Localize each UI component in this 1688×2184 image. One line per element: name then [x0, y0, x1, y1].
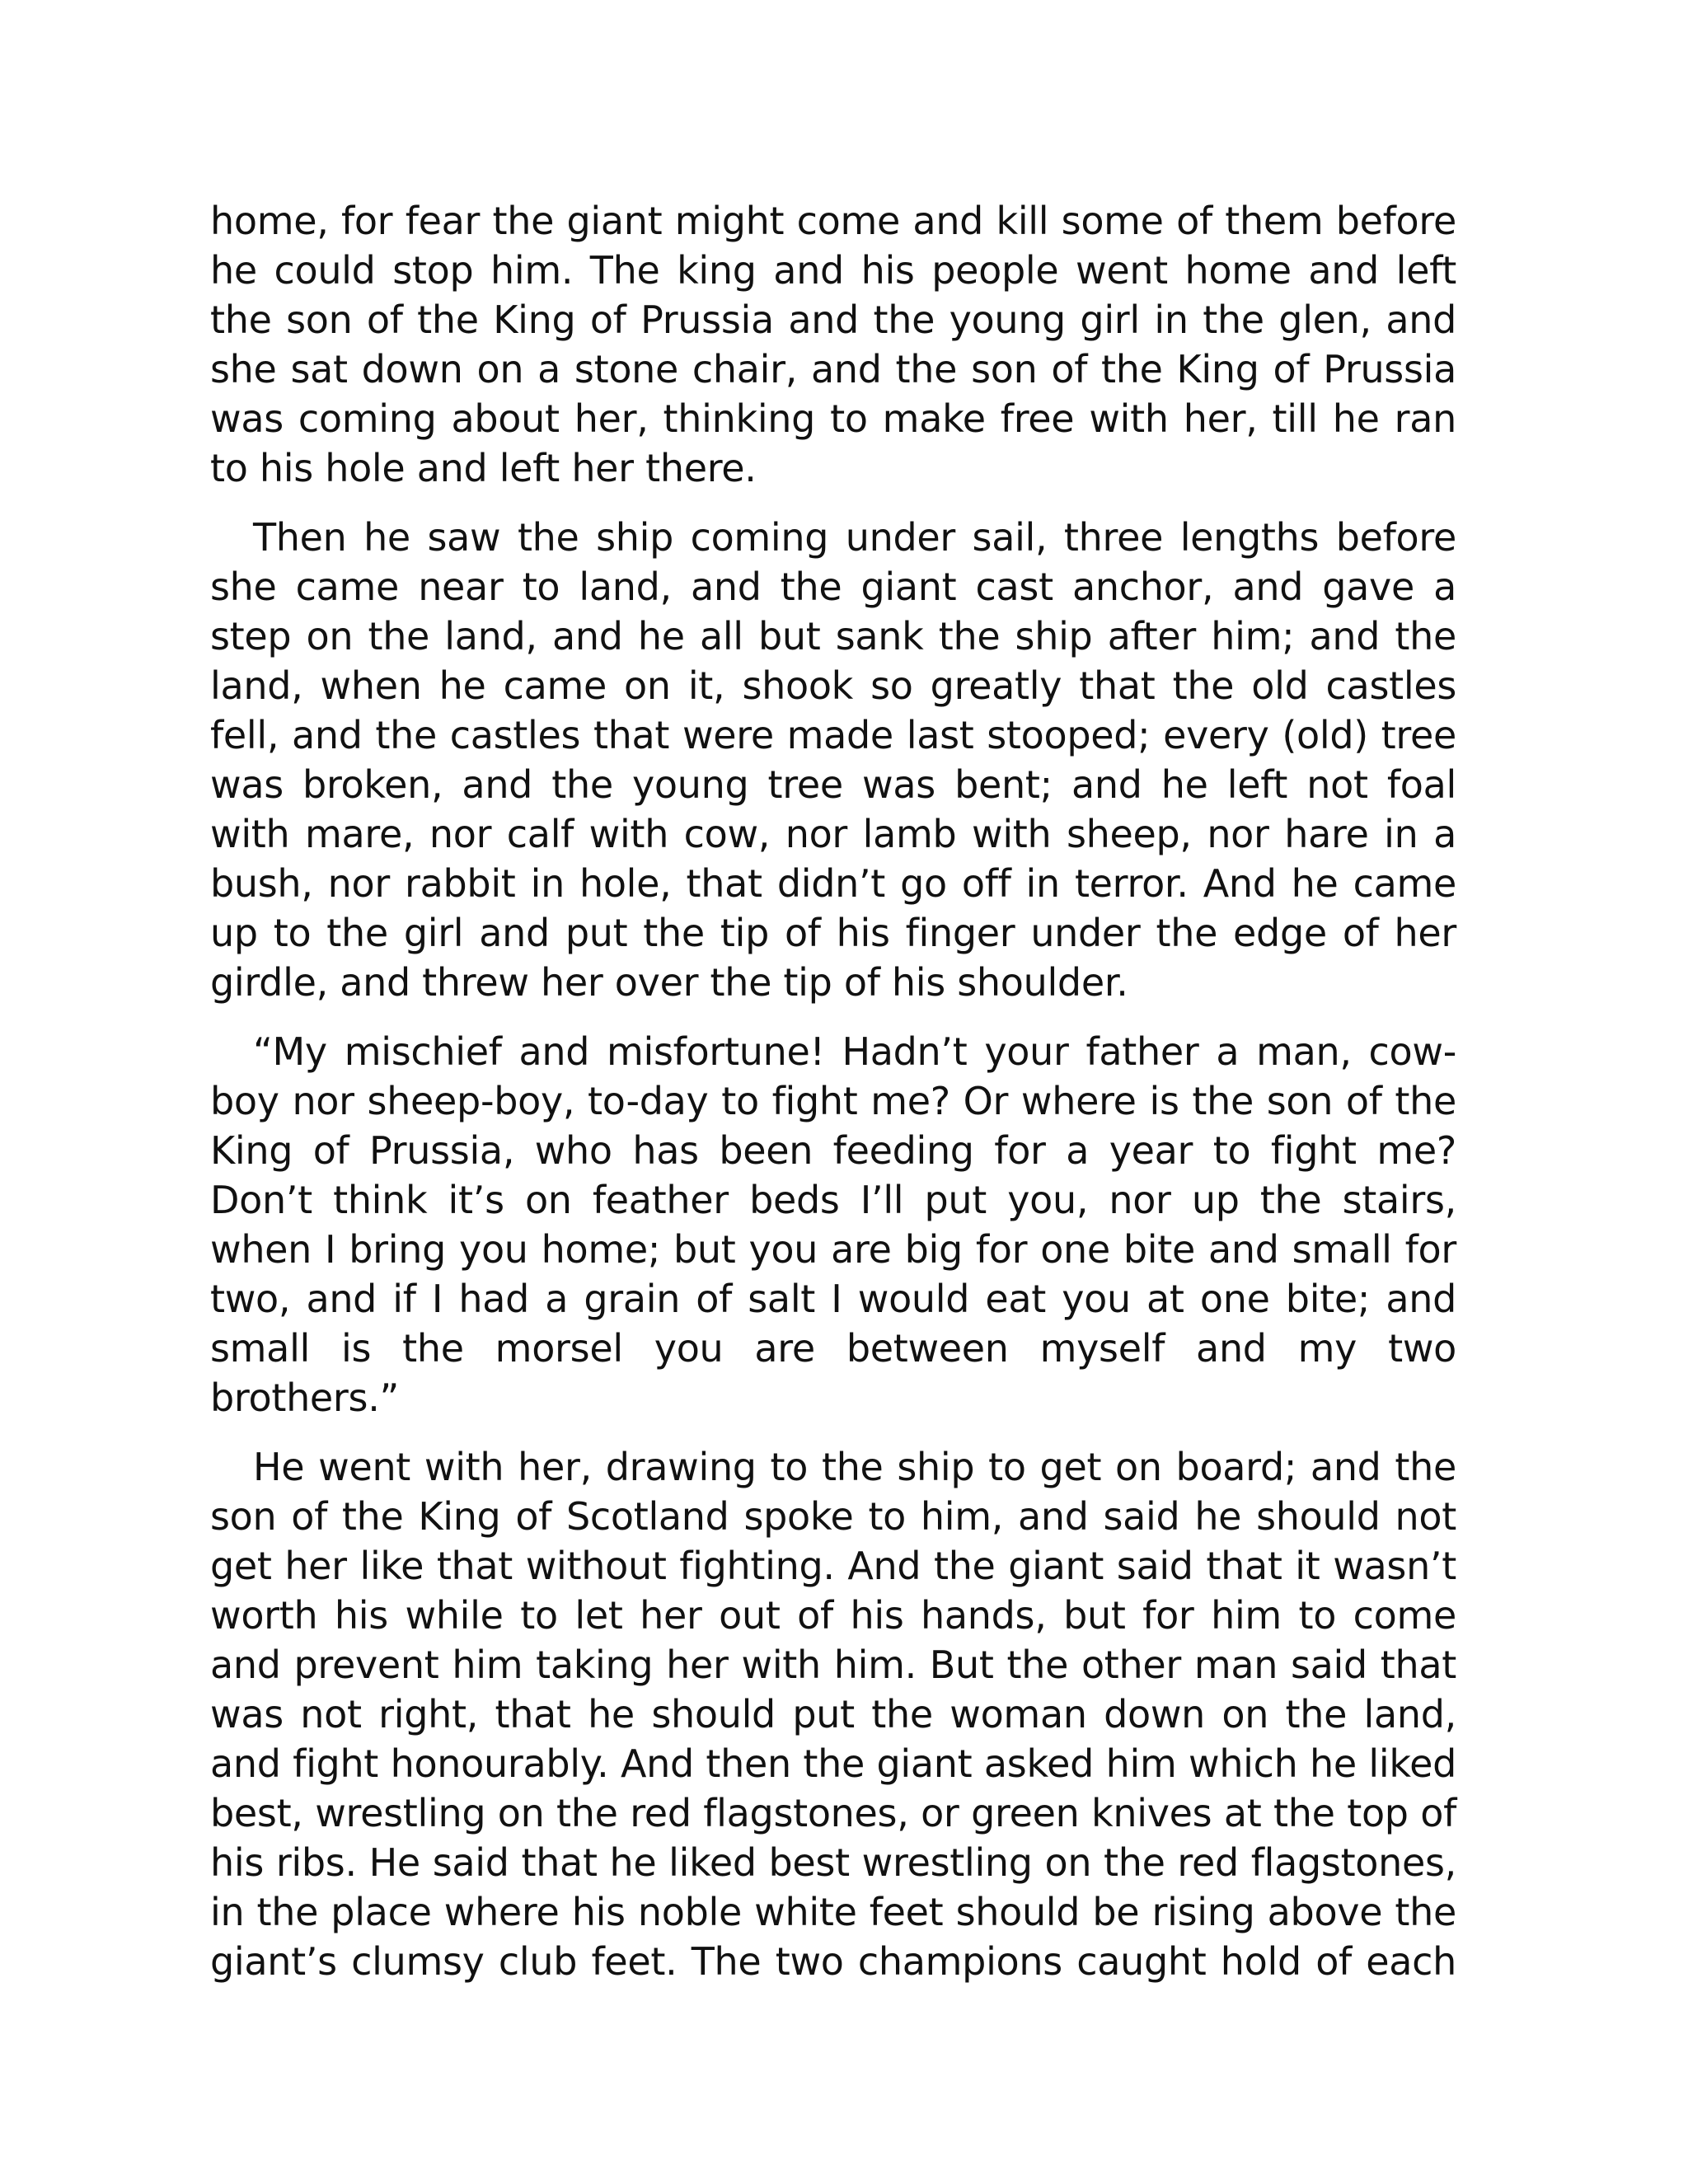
- paragraph-2: Then he saw the ship coming under sail, three lengths before she came near to land, and the giant cast anchor, and gave a step on the land, and he all but sank the ship after him; and the land, when he came on it, shook so greatly that the old castles fell, and the castles that were made last stooped; every (old) tree was broken, and the young tree was bent; and he left not foal with mare, nor calf with cow, nor lamb with sheep, nor hare in a bush, nor rabbit in hole, that didn’t go off in terror. And he came up to the girl and put the tip of his finger under the edge of her girdle, and threw her over the tip of his shoulder.: [210, 515, 1456, 1005]
- page-body: [210, 196, 1456, 2006]
- paragraph-1: home, for fear the giant might come and kill some of them before he could stop him. The king and his people went home and left the son of the King of Prussia and the young girl in the glen, and she sat down on a stone chair, and the son of the King of Prussia was coming about her, thinking to make free with her, till he ran to his hole and left her there.: [210, 199, 1456, 490]
- paragraph-4: He went with her, drawing to the ship to get on board; and the son of the King of Scotland spoke to him, and said he should not get her like that without fighting. And the giant said that it wasn’t worth his while to let her out of his hands, but for him to come and prevent him taking her with him. But the other man said that was not right, that he should put the woman down on the land, and fight honourably. And then the giant asked him which he liked best, wrestling on the red flagstones, or green knives at the top of his ribs. He said that he liked best wrestling on the red flagstones, in the place where his noble white feet should be rising above the giant’s clumsy club feet. The two champions caught hold of each: [210, 1445, 1456, 1984]
- paragraph-3: “My mischief and misfortune! Hadn’t your father a man, cow-boy nor sheep-boy, to-day to fight me? Or where is the son of the King of Prussia, who has been feeding for a year to fight me? Don’t think it’s on feather beds I’ll put you, nor up the stairs, when I bring you home; but you are big for one bite and small for two, and if I had a grain of salt I would eat you at one bite; and small is the morsel you are between myself and my two brothers.”: [210, 1029, 1456, 1420]
